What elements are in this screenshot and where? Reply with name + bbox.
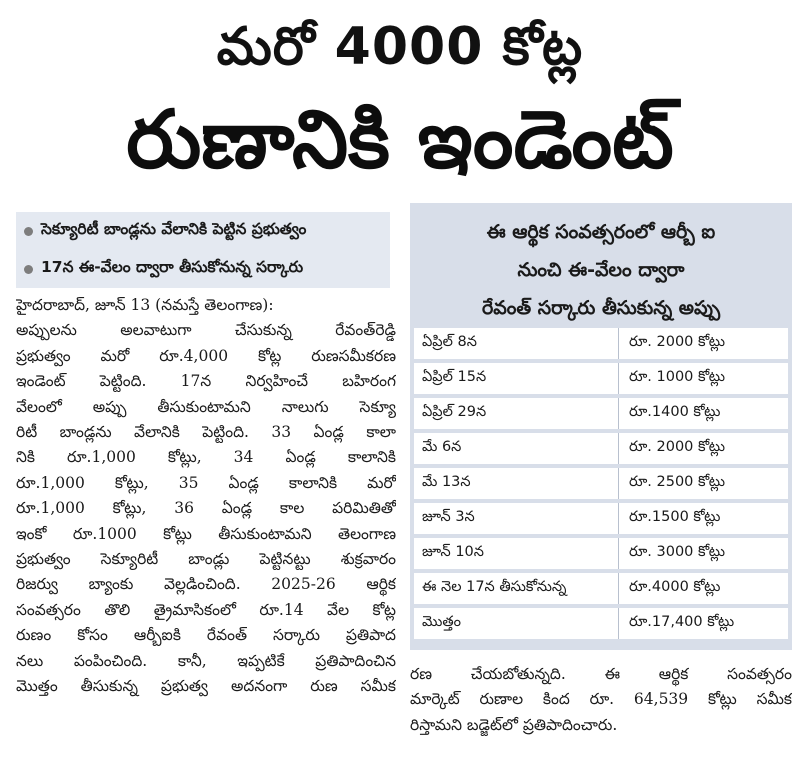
article-line: నికి రూ.1,000 కోట్లు, 34 ఏండ్ల కాలానికి bbox=[16, 448, 396, 467]
row-amount: రూ. 2500 కోట్లు bbox=[629, 473, 725, 490]
article-body bbox=[16, 293, 396, 700]
bullet-dot-icon bbox=[24, 227, 33, 236]
row-date: జూన్ 10న bbox=[422, 543, 484, 560]
table-row bbox=[414, 363, 788, 394]
row-amount: రూ. 2000 కోట్లు bbox=[629, 438, 725, 455]
headline-line-2: రుణానికి ఇండెంట్ bbox=[126, 93, 674, 186]
row-date: ఈ నెల 17న తీసుకోనున్న bbox=[422, 578, 567, 595]
article-line: సంవత్సరం తొలి త్రైమాసికంలో రూ.14 వేల కోట్ల bbox=[16, 600, 396, 619]
row-amount: రూ.1400 కోట్లు bbox=[629, 403, 721, 420]
article-line: వేలంలో అప్పు తీసుకుంటామని నాలుగు సెక్యూ bbox=[16, 397, 396, 416]
highlights-box bbox=[16, 212, 390, 288]
table-title bbox=[410, 213, 792, 327]
table-row bbox=[414, 433, 788, 464]
table-row bbox=[414, 538, 788, 569]
article-line: రణ చేయబోతున్నది. ఈ ఆర్థిక సంవత్సరం bbox=[410, 665, 792, 683]
table-title-line: నుంచి ఈ-వేలం ద్వారా bbox=[517, 259, 685, 281]
table-row-total bbox=[414, 608, 788, 639]
table-row bbox=[414, 573, 788, 604]
highlight-item bbox=[16, 212, 390, 250]
article-line: అప్పులను అలవాటుగా చేసుకున్న రేవంత్‌రెడ్డి bbox=[16, 321, 396, 340]
row-date: ఏప్రిల్ 29న bbox=[422, 403, 487, 420]
bullet-dot-icon bbox=[24, 265, 33, 274]
article-line: మొత్తం తీసుకున్న ప్రభుత్వ అదనంగా రుణ సమీక bbox=[16, 677, 396, 696]
article-line: హైదరాబాద్, జూన్ 13 (నమస్తే తెలంగాణ): bbox=[16, 296, 274, 314]
row-amount: రూ.17,400 కోట్లు bbox=[629, 613, 735, 630]
table-title-line: ఈ ఆర్థిక సంవత్సరంలో ఆర్బీ ఐ bbox=[486, 221, 716, 243]
row-date: మే 6న bbox=[422, 438, 462, 455]
row-amount: రూ.1500 కోట్లు bbox=[629, 508, 721, 525]
table-row bbox=[414, 503, 788, 534]
article-line: ఇంకో రూ.1000 కోట్లు తీసుకుంటామని తెలంగాణ bbox=[16, 524, 396, 543]
table-row bbox=[414, 328, 788, 359]
article-line: రిజర్వు బ్యాంకు వెల్లడించింది. 2025-26 ఆర్థిక bbox=[16, 575, 396, 594]
article-line: రుణం కోసం ఆర్బీఐకి రేవంత్ సర్కారు ప్రతిపాద bbox=[16, 626, 396, 645]
table-row bbox=[414, 398, 788, 429]
article-line: రిటీ బాండ్లను వేలానికి పెట్టింది. 33 ఏండ్ల కాలా bbox=[16, 423, 396, 442]
row-amount: రూ. 2000 కోట్లు bbox=[629, 333, 725, 350]
row-date: మొత్తం bbox=[422, 613, 461, 630]
article-line: రిస్తామని బడ్జెట్‌లో ప్రతిపాదించారు. bbox=[410, 715, 618, 734]
row-amount: రూ. 3000 కోట్లు bbox=[629, 543, 725, 560]
headline-line-1: మరో 4000 కోట్ల bbox=[216, 17, 584, 77]
row-date: ఏప్రిల్ 8న bbox=[422, 333, 477, 350]
article-continuation bbox=[410, 662, 792, 738]
row-amount: రూ.4000 కోట్లు bbox=[629, 578, 721, 595]
article-line: ప్రభుత్వం సెక్యూరిటీ బాండ్లు పెట్టినట్టు శుక్రవారం bbox=[16, 550, 396, 569]
row-date: ఏప్రిల్ 15న bbox=[422, 368, 487, 385]
highlight-text: సెక్యూరిటీ బాండ్లను వేలానికి పెట్టిన ప్రభుత్వం bbox=[41, 220, 307, 238]
highlight-item bbox=[16, 250, 390, 288]
table-rows bbox=[414, 328, 788, 643]
table-title-line: రేవంత్ సర్కారు తీసుకున్న అప్పు bbox=[481, 297, 721, 319]
article-line: రూ.1,000 కోట్లు, 36 ఏండ్ల కాల పరిమితితో bbox=[16, 499, 396, 518]
table-row bbox=[414, 468, 788, 499]
article-line: ఇండెంట్ పెట్టింది. 17న నిర్వహించే బహిరంగ bbox=[16, 372, 396, 391]
article-line: రూ.1,000 కోట్లు, 35 ఏండ్ల కాలానికి మరో bbox=[16, 473, 396, 492]
article-line: ప్రభుత్వం మరో రూ.4,000 కోట్ల రుణసమీకరణ bbox=[16, 346, 396, 365]
row-date: జూన్ 3న bbox=[422, 508, 475, 525]
article-line: నలు పంపించింది. కానీ, ఇప్పటికే ప్రతిపాదించిన bbox=[16, 651, 396, 670]
row-date: మే 13న bbox=[422, 473, 471, 490]
borrowing-table-box bbox=[410, 203, 792, 650]
row-amount: రూ. 1000 కోట్లు bbox=[629, 368, 725, 385]
highlight-text: 17న ఈ-వేలం ద్వారా తీసుకోనున్న సర్కారు bbox=[41, 258, 304, 276]
article-line: మార్కెట్ రుణాల కింద రూ. 64,539 కోట్లు సమీక bbox=[410, 690, 792, 709]
